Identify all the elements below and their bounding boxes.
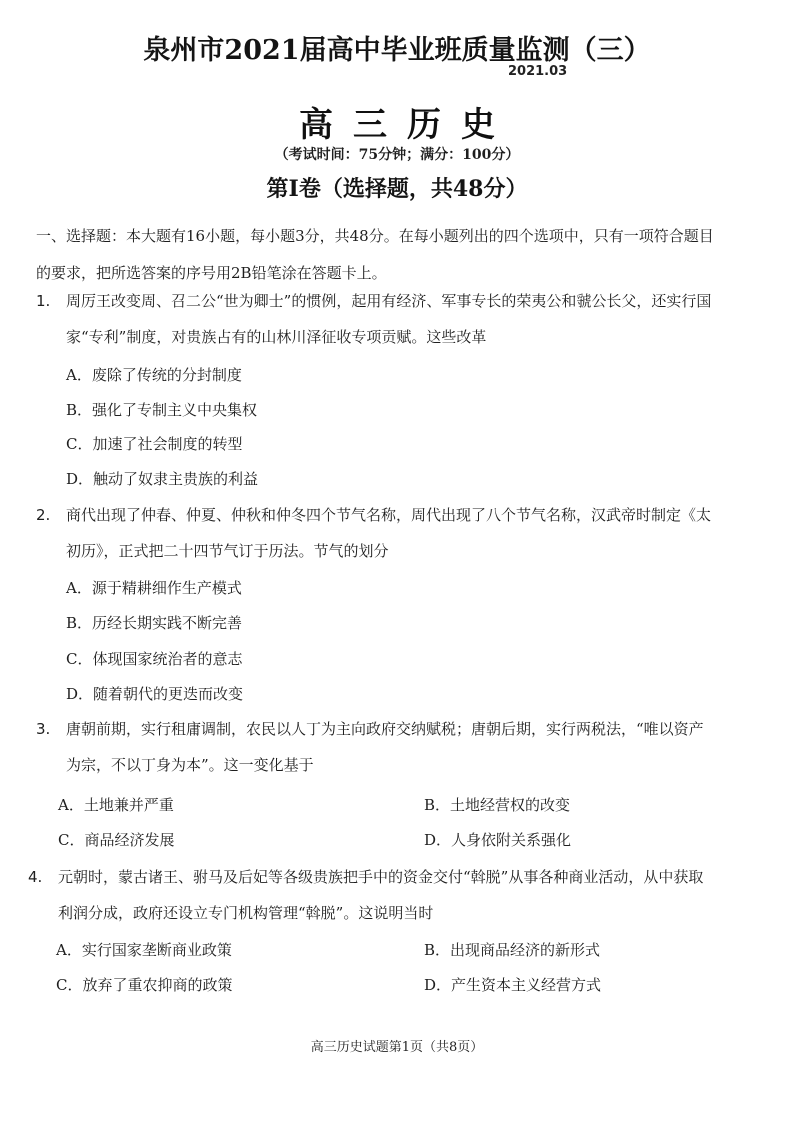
question-stem: 元朝时，蒙古诸王、驸马及后妃等各级贵族把手中的资金交付“斡脱”从事各种商业活动，从中获取利润分成，政府还设立专门机构管理“斡脱”。这说明当时 (58, 868, 704, 922)
question-stem: 周厉王改变周、召二公“世为卿士”的惯例，起用有经济、军事专长的荣夷公和虢公长父，还实行国家“专利”制度，对贵族占有的山林川泽征收专项贡赋。这些改革 (66, 292, 712, 346)
question-stem: 唐朝前期，实行租庸调制，农民以人丁为主向政府交纳赋税；唐朝后期，实行两税法，“唯以资产为宗，不以丁身为本”。这一变化基于 (66, 720, 704, 774)
option-d: D．产生资本主义经营方式 (424, 976, 602, 994)
subject-title: 高三历史 (299, 105, 515, 145)
exam-date: 2021.03 (508, 64, 568, 79)
option-c: C．商品经济发展 (58, 831, 175, 849)
option-a: A．土地兼并严重 (58, 796, 174, 814)
option-d: D．触动了奴隶主贵族的利益 (66, 470, 259, 488)
option-d: D．随着朝代的更迭而改变 (66, 685, 244, 703)
option-c: C．放弃了重农抑商的政策 (56, 976, 233, 994)
question-number: 3. (36, 720, 51, 738)
question-stem: 商代出现了仲春、仲夏、仲秋和仲冬四个节气名称，周代出现了八个节气名称，汉武帝时制定《太初历》，正式把二十四节气订于历法。节气的划分 (66, 506, 712, 560)
option-c: C．加速了社会制度的转型 (66, 435, 243, 453)
option-b: B．出现商品经济的新形式 (424, 941, 601, 959)
exam-title: 泉州市2021届高中毕业班质量监测（三） (143, 35, 651, 66)
option-d: D．人身依附关系强化 (424, 831, 572, 849)
exam-info: （考试时间：75分钟；满分：100分） (274, 147, 520, 163)
question-number: 1. (36, 292, 51, 310)
option-b: B．历经长期实践不断完善 (66, 614, 243, 632)
option-a: A．实行国家垄断商业政策 (56, 941, 232, 959)
question-number: 4. (28, 868, 43, 886)
option-b: B．强化了专制主义中央集权 (66, 401, 258, 419)
page-footer: 高三历史试题第1页（共8页） (310, 1040, 484, 1055)
instructions: 一、选择题：本大题有16小题，每小题3分，共48分。在每小题列出的四个选项中，只有一项符合题目的要求，把所选答案的序号用2B铅笔涂在答题卡上。 (36, 227, 714, 282)
question-number: 2. (36, 506, 51, 524)
option-b: B．土地经营权的改变 (424, 796, 571, 814)
option-a: A．废除了传统的分封制度 (66, 366, 242, 384)
option-c: C．体现国家统治者的意志 (66, 650, 243, 668)
section-title: 第Ⅰ卷（选择题，共48分） (266, 176, 528, 202)
option-a: A．源于精耕细作生产模式 (66, 579, 242, 597)
